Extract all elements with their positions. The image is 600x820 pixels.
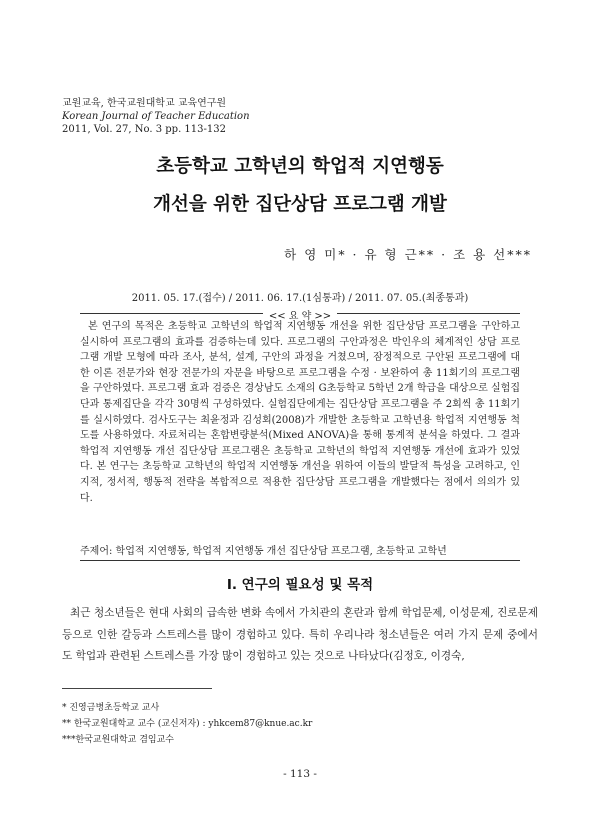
- abstract: 본 연구의 목적은 초등학교 고학년의 학업적 지연행동 개선을 위한 집단상담 프로그램을 구안하고 실시하여 프로그램의 효과를 검증하는데 있다. 프로그램의 구안과정은 박인우의 체계적인 상담 프로그램 개발 모형에 따라 조사, 분석, 설계, 구안의 과정을 거쳤으며, 잠정적으로 구안된 프로그램에 대한 이론 전문가와 현장 전문가의 자문을 바탕으로 프로그램을 수정 · 보완하여 총 11회기의 프로그램을 구안하였다. 프로그램 효과 검증은 경상남도 소재의 G초등학교 5학년 2개 학급을 대상으로 실험집단과 통제집단을 각각 30명씩 구성하였다. 실험집단에게는 집단상담 프로그램을 주 2회씩 총 11회기를 실시하였다. 검사도구는 최윤정과 김성회(2008)가 개발한 초등학교 고학년용 학업적 지연행동 척도를 사용하였다. 자료처리는 혼합변량분석(Mixed ANOVA)을 통해 통계적 분석을 하였다. 그 결과 학업적 지연행동 개선 집단상담 프로그램은 초등학교 고학년의 학업적 지연행동 개선에 효과가 있었다. 본 연구는 초등학교 고학년의 학업적 지연행동 개선을 위하여 이들의 발달적 특성을 고려하고, 인지적, 정서적, 행동적 전략을 복합적으로 적용한 집단상담 프로그램을 개발했다는 점에서 의의가 있다.: [80, 321, 520, 504]
- footnote-1: * 진영금병초등학교 교사: [62, 703, 160, 713]
- summary-label: << 요 약 >>: [0, 307, 600, 322]
- journal-korean-name: 교원교육, 한국교원대학교 교육연구원: [62, 98, 227, 109]
- summary-bottom-rule: [80, 560, 520, 561]
- page-number: - 113 -: [283, 768, 317, 780]
- footnotes: [62, 700, 312, 748]
- paper-title-line1: 초등학교 고학년의 학업적 지연행동: [156, 156, 444, 177]
- journal-english-name: Korean Journal of Teacher Education: [62, 111, 250, 122]
- body-paragraph: 최근 청소년들은 현대 사회의 급속한 변화 속에서 가치관의 혼란과 함께 학업문제, 이성문제, 진로문제 등으로 인한 갈등과 스트레스를 많이 경험하고 있다. 특히 우리나라 청소년들은 여러 가지 문제 중에서도 학업과 관련된 스트레스를 가장 많이 경험하고 있는 것으로 나타났다(김정호, 이경숙,: [62, 607, 538, 662]
- paper-title-line2: 개선을 위한 집단상담 프로그램 개발: [153, 194, 447, 215]
- keywords: 주제어: 학업적 지연행동, 학업적 지연행동 개선 집단상담 프로그램, 초등학교 고학년: [80, 546, 447, 557]
- journal-citation: 2011, Vol. 27, No. 3 pp. 113-132: [62, 124, 226, 135]
- footnote-rule: [62, 688, 212, 689]
- journal-header: [62, 97, 250, 136]
- footnote-3: ***한국교원대학교 겸임교수: [62, 735, 174, 745]
- author-list: 하 영 미* · 유 형 근** · 조 용 선***: [284, 247, 532, 262]
- review-dates: 2011. 05. 17.(접수) / 2011. 06. 17.(1심통과) / 2011. 07. 05.(최종통과): [131, 293, 469, 304]
- section-heading: Ⅰ. 연구의 필요성 및 목적: [226, 577, 374, 593]
- footnote-2: ** 한국교원대학교 교수 (교신저자) : yhkcem87@knue.ac.kr: [62, 719, 313, 729]
